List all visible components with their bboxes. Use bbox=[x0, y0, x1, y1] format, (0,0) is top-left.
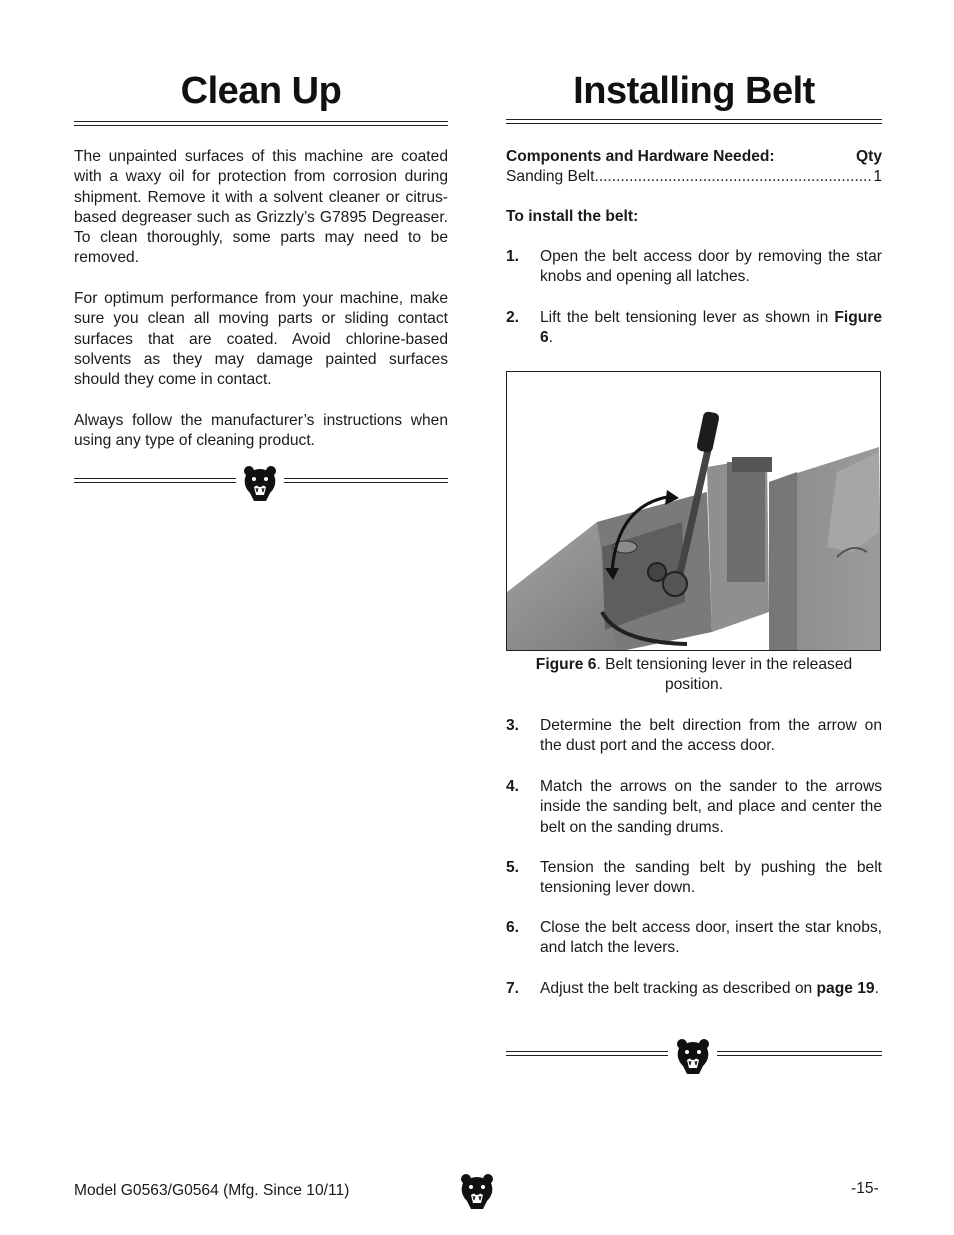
step-item bbox=[506, 716, 882, 757]
section-end-divider bbox=[506, 1036, 882, 1076]
step-item bbox=[506, 858, 882, 899]
step-number: 4. bbox=[506, 778, 520, 795]
title-rule bbox=[74, 121, 448, 126]
step-text-part: . bbox=[874, 980, 879, 997]
divider-line bbox=[284, 478, 448, 483]
belt-lever-illustration bbox=[507, 372, 881, 651]
step-item bbox=[506, 979, 882, 999]
paragraph: For optimum performance from your machine, make sure you clean all moving parts or sliding contact surfaces that are coated. Avoid chlorine-based solvents as they may damage painted surfaces should they come in contact. bbox=[74, 290, 448, 389]
step-text: Tension the sanding belt by pushing the belt tensioning lever down. bbox=[540, 859, 882, 897]
footer-model: Model G0563/G0564 (Mfg. Since 10/11) bbox=[74, 1182, 350, 1199]
install-heading: To install the belt: bbox=[506, 208, 639, 225]
lever-grip bbox=[696, 411, 720, 453]
step-number: 7. bbox=[506, 980, 520, 997]
paragraph: Always follow the manufacturer’s instructions when using any type of cleaning product. bbox=[74, 411, 448, 450]
clean-up-title: Clean Up bbox=[180, 70, 342, 112]
title-rule bbox=[506, 119, 882, 124]
step-text bbox=[540, 308, 882, 349]
components-heading: Components and Hardware Needed: bbox=[506, 148, 775, 165]
bear-logo-icon bbox=[240, 463, 280, 503]
step-number: 6. bbox=[506, 919, 520, 936]
figure-caption-text: . Belt tensioning lever in the released position. bbox=[596, 656, 853, 694]
figure-6-photo bbox=[506, 371, 881, 651]
component-name: Sanding Belt bbox=[506, 168, 595, 186]
step-text: Close the belt access door, insert the star knobs, and latch the levers. bbox=[540, 919, 882, 957]
leader-dots bbox=[594, 167, 873, 187]
paragraph: The unpainted surfaces of this machine are coated with a waxy oil for protection from corrosion during shipment. Remove it with a solvent cleaner or citrus-based degreaser such as Grizzly’s G7895 Degreaser. To clean thoroughly, some parts may need to be removed. bbox=[74, 148, 448, 267]
divider-line bbox=[717, 1051, 882, 1056]
step-text-part: Adjust the belt tracking as described on bbox=[540, 980, 817, 997]
bear-logo-icon bbox=[673, 1036, 713, 1076]
step-text: Open the belt access door by removing the star knobs and opening all latches. bbox=[540, 248, 882, 286]
clean-up-text bbox=[74, 147, 448, 472]
footer-bear-logo-icon bbox=[457, 1170, 497, 1212]
component-qty: 1 bbox=[873, 168, 882, 186]
step-item bbox=[506, 918, 882, 959]
figure-caption bbox=[506, 655, 882, 696]
step-text-part: . bbox=[548, 329, 554, 347]
step-text: Determine the belt direction from the arrow on the dust port and the access door. bbox=[540, 717, 882, 755]
components-header bbox=[506, 147, 882, 167]
step-text-part: Lift the belt tensioning lever as shown in bbox=[540, 309, 835, 326]
divider-line bbox=[74, 478, 236, 483]
page-reference: page 19 bbox=[816, 980, 875, 997]
installing-belt-title: Installing Belt bbox=[573, 70, 815, 112]
step-number: 2. bbox=[506, 309, 520, 326]
step-text bbox=[540, 979, 882, 999]
page-number: -15- bbox=[851, 1180, 879, 1197]
figure-reference: Figure 6 bbox=[540, 309, 882, 347]
step-number: 5. bbox=[506, 859, 520, 876]
step-text: Match the arrows on the sander to the arrows inside the sanding belt, and place and center the belt on the sanding drums. bbox=[540, 778, 882, 836]
figure-label: Figure 6 bbox=[535, 656, 597, 673]
component-row bbox=[506, 167, 882, 187]
step-number: 1. bbox=[506, 248, 520, 265]
qty-heading: Qty bbox=[856, 148, 882, 165]
divider-line bbox=[506, 1051, 668, 1056]
step-number: 3. bbox=[506, 717, 520, 734]
step-item bbox=[506, 247, 882, 288]
step-item bbox=[506, 777, 882, 838]
section-end-divider bbox=[74, 463, 448, 503]
components-list bbox=[506, 147, 882, 188]
step-item bbox=[506, 308, 882, 349]
